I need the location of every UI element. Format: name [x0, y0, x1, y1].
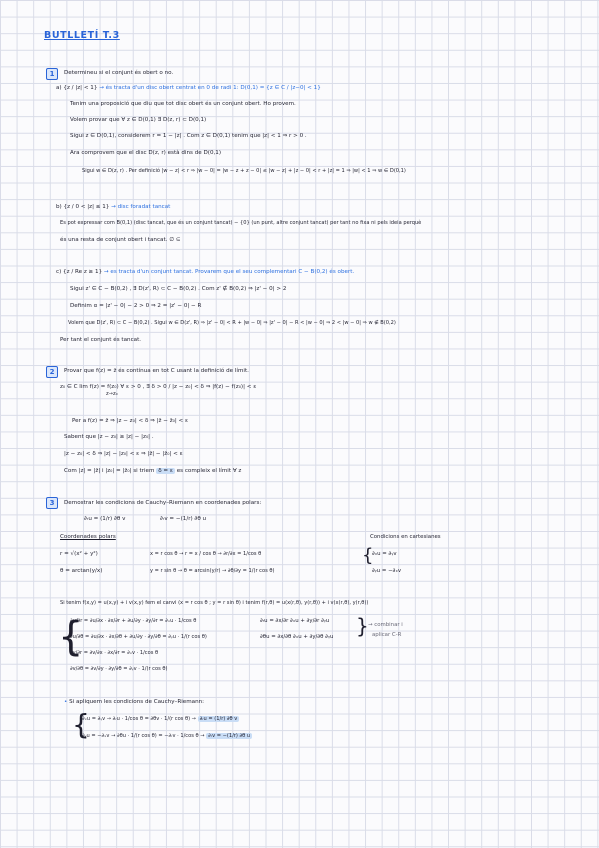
ex3-eq1: ∂ᵣu = (1/r) ∂θ v [84, 516, 126, 522]
page-title: BUTLLETÍ T.3 [44, 30, 120, 41]
ex3-deriv-3: ∂v/∂r = ∂v/∂x · ∂x/∂r = ∂ₓv · 1/cos θ [70, 650, 159, 656]
ex3-apply-cr-text: Si apliquem les condicions de Cauchy–Riemann: [69, 699, 205, 705]
ex3-deriv-1: ∂u/∂r = ∂u/∂x · ∂x/∂r + ∂u/∂y · ∂y/∂r = ∂ₓu · 1/cos θ [70, 618, 197, 624]
exercise-1-number: 1 [46, 68, 58, 80]
ex2-line5-text: Com |z| = |z̄| i |z₀| = |z̄₀| si triem [64, 468, 155, 474]
ex1-c-set: {z / Re z ≥ 1} [63, 269, 103, 275]
ex3-deriv-4: ∂v/∂θ = ∂v/∂y · ∂y/∂θ = ∂ᵧv · 1/(r cos θ) [70, 666, 168, 672]
ex1-b-line1: → disc foradat tancat [111, 204, 171, 210]
derivatives-brace: { [58, 614, 84, 660]
ex2-line1: z₀ ∈ C lim f(z) = f(z₀) ∀ ε > 0 , ∃ δ > 0 / |z − z₀| < δ ⇒ |f(z) − f(z₀)| < ε [60, 384, 257, 390]
ex3-substitution: Si tenim f(x,y) = u(x,y) + i v(x,y) fem el canvi (x = r cos θ ; y = r sin θ) i tenim f(r,θ) = u(x(r,θ), y(r,θ)) + i v(x(r,θ), y(r,θ)) [60, 600, 369, 606]
exercise-3-number: 3 [46, 497, 58, 509]
ex3-eq2: ∂ᵣv = −(1/r) ∂θ u [160, 516, 207, 522]
exercise-3-statement: Demostrar les condicions de Cauchy–Riemann en coordenades polars: [64, 500, 262, 506]
ex3-final-2-text: ∂ᵧu = −∂ₓv → ∂θu · 1/(r cos θ) = −∂ᵣv · 1/cos θ → [82, 733, 205, 739]
ex2-line4: |z − z₀| < δ ⇒ |z| − |z₀| < ε ⇒ |z̄| − |z̄₀| < ε [64, 451, 183, 457]
ex2-line2: Per a f(z) = z̄ ⇒ |z − z₀| < δ ⇒ |z̄ − z̄₀| < ε [72, 418, 189, 424]
ex1-a-line4: Sigui z ∈ D(0,1), considerem r = 1 − |z| . Com z ∈ D(0,1) tenim que |z| < 1 ⇒ r > 0 . [70, 133, 307, 139]
cr-cartesian-2: ∂ᵧu = −∂ₓv [372, 568, 402, 574]
ex3-chain-rule-1: ∂ᵣu = ∂x/∂r ∂ₓu + ∂y/∂r ∂ᵧu [260, 618, 330, 624]
ex1-c-line4: Volem que D(z', R) ⊂ C − B(0,2) . Sigui w ∈ D(z', R) ⇒ |z' − 0| < R + |w − 0| ⇒ |z' − 0| − R < |w − 0| ⇒ 2 < |w − 0| ⇒ w ∉ B(0,2) [68, 320, 396, 326]
ex1-a-line1: → és tracta d'un disc obert centrat en 0 de radi 1: D(0,1) = {z ∈ C / |z−0| < 1} [99, 85, 321, 91]
ex2-limit-subscript: z→z₀ [106, 391, 118, 397]
ex1-a-label [56, 85, 321, 92]
exercise-1-statement: Determineu si el conjunt és obert o no. [64, 70, 174, 76]
ex1-c-line2: Sigui z' ∈ C − B(0,2) , ∃ D(z', R) ⊂ C − B(0,2) . Com z' ∉ B(0,2) ⇒ |z' − 0| > 2 [70, 286, 287, 292]
ex2-line5-end: es compleix el límit ∀ z [176, 468, 242, 474]
ex1-a-line6: Sigui w ∈ D(z, r) . Per definició |w − z| < r ⇒ |w − 0| = |w − z + z − 0| ≤ |w − z| + |z − 0| < r + |z| = 1 ⇒ |w| < 1 ⇒ w ∈ D(0,1) [82, 168, 406, 174]
ex1-a-set: {z / |z| < 1} [63, 85, 98, 91]
ex3-final-2 [82, 733, 252, 740]
ex2-line5 [64, 468, 241, 475]
ex3-final-1-text: ∂ₓu = ∂ᵧv → ∂ᵣu · 1/cos θ = ∂θv · 1/(r cos θ) → [82, 716, 196, 722]
ex1-c-line3: Definim α = |z' − 0| − 2 > 0 ⇒ 2 = |z' − 0| − R [70, 303, 202, 309]
ex1-c-line5: Per tant el conjunt és tancat. [60, 337, 142, 343]
ex1-c-line1: → es tracta d'un conjunt tancat. Provarem que el seu complementari C − B(0,2) és obert. [103, 269, 355, 275]
ex2-line3: Sabent que |z − z₀| ≥ |z| − |z₀| . [64, 434, 154, 440]
ex3-apply-cr [64, 699, 204, 706]
ex1-a-line2: Tenim una proposició que diu que tot disc obert és un conjunt obert. Ho provem. [70, 101, 296, 107]
cartesian-brace: { [362, 545, 374, 566]
exercise-2-statement: Provar que f(z) = z̄ és contínua en tot C usant la definició de límit. [64, 368, 249, 374]
ex3-polar-r: r = √(x² + y²) [60, 551, 98, 557]
bullet-icon: • [64, 699, 68, 705]
ex3-note-1: → combinar i [368, 622, 403, 628]
ex1-a-letter: a) [56, 85, 62, 91]
ex1-b-label [56, 204, 170, 211]
cr-cartesian-1: ∂ₓu = ∂ᵧv [372, 551, 397, 557]
ex1-c-label [56, 269, 354, 276]
ex1-b-set: {z / 0 < |z| ≤ 1} [63, 204, 110, 210]
ex3-note-2: aplicar C-R [372, 632, 402, 638]
ex1-a-line3: Volem provar que ∀ z ∈ D(0,1) ∃ D(z, r) ⊂ D(0,1) [70, 117, 207, 123]
ex3-chain-rule-2: ∂θu = ∂x/∂θ ∂ₓu + ∂y/∂θ ∂ᵧu [260, 634, 334, 640]
ex3-result-2-highlight: ∂ᵣv = −(1/r) ∂θ u [208, 733, 251, 739]
final-brace: { [72, 708, 90, 741]
ex1-b-line2: Es pot expressar com B(0,1) (disc tancat, que és un conjunt tancat) − {0} (un punt, altre conjunt tancat) per tant no fixa ni pels ideia perquè [60, 220, 422, 226]
ex3-polar-r-derivation: x = r cos θ → r = x / cos θ → ∂r/∂x = 1/cos θ [150, 551, 262, 557]
ex3-deriv-2: ∂u/∂θ = ∂u/∂x · ∂x/∂θ + ∂u/∂y · ∂y/∂θ = ∂ᵧu · 1/(r cos θ) [70, 634, 207, 640]
ex3-result-1-highlight: ∂ᵣu = (1/r) ∂θ v [199, 716, 238, 722]
ex3-final-1 [82, 716, 239, 723]
ex1-b-line3: és una resta de conjunt obert i tancat. ∅ ⊆ [60, 237, 181, 243]
ex1-a-line5: Ara comprovem que el disc D(z, r) està dins de D(0,1) [70, 150, 222, 156]
ex1-b-letter: b) [56, 204, 62, 210]
ex3-polar-theta: θ = arctan(y/x) [60, 568, 103, 574]
exercise-2-number: 2 [46, 366, 58, 378]
cartesian-conditions-title: Condicions en cartesianes [370, 534, 441, 540]
ex2-highlight-delta: δ = ε [158, 468, 173, 474]
polar-coordinates-title: Coordenades polars [60, 534, 116, 540]
chain-rule-brace: } [356, 614, 369, 638]
ex1-c-letter: c) [56, 269, 62, 275]
ex3-polar-theta-derivation: y = r sin θ → θ = arcsin(y/r) → ∂θ/∂y = 1/(r cos θ) [150, 568, 275, 574]
